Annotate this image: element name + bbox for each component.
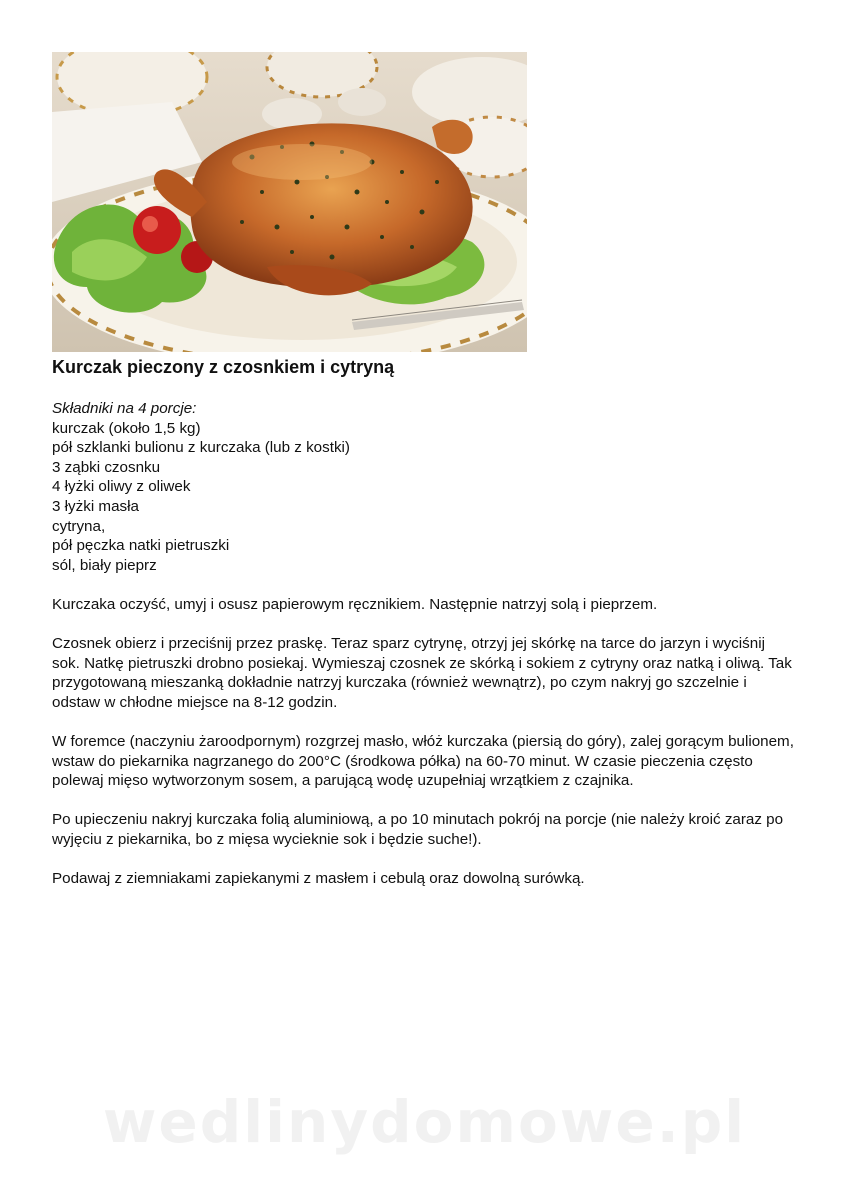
recipe-content <box>52 399 797 889</box>
watermark: wedlinydomowe.pl <box>102 1088 747 1156</box>
ingredient-item: pół szklanki bulionu z kurczaka (lub z kostki) <box>52 439 350 457</box>
ingredients-heading: Składniki na 4 porcje: <box>52 400 197 417</box>
ingredient-item: sól, biały pieprz <box>52 556 157 574</box>
step-paragraph: Podawaj z ziemniakami zapiekanymi z masłem i cebulą oraz dowolną surówką. <box>52 870 585 888</box>
ingredient-item: 4 łyżki oliwy z oliwek <box>52 478 191 496</box>
ingredient-item: 3 łyżki masła <box>52 497 139 515</box>
ingredients-list <box>52 419 797 576</box>
step-paragraph: Czosnek obierz i przeciśnij przez praskę. Teraz sparz cytrynę, otrzyj jej skórkę na tarce do jarzyn i wyciśnij sok. Natkę pietruszki drobno posiekaj. Wymieszaj czosnek ze skórką i sokiem z cytryny oraz natką i oliwą. Tak przygotowaną mieszanką dokładnie natrzyj kurczaka (również wewnątrz), po czym nakryj go szczelnie i odstaw w chłodne miejsce na 8-12 godzin. <box>52 635 792 711</box>
ingredient-item: kurczak (około 1,5 kg) <box>52 419 201 437</box>
step-paragraph: Po upieczeniu nakryj kurczaka folią aluminiową, a po 10 minutach pokrój na porcje (nie należy kroić zaraz po wyjęciu z piekarnika, bo z mięsa wycieknie sok i będzie suche!). <box>52 811 784 849</box>
recipe-title: Kurczak pieczony z czosnkiem i cytryną <box>52 357 395 377</box>
step-paragraph: W foremce (naczyniu żaroodpornym) rozgrzej masło, włóż kurczaka (piersią do góry), zalej gorącym bulionem, wstaw do piekarnika nagrzanego do 200°C (środkowa półka) na 60-70 minut. W czasie pieczenia często polewaj mięso wytworzonym sosem, a parującą wodę uzupełniaj wrzątkiem z czajnika. <box>52 733 794 790</box>
step-paragraph: Kurczaka oczyść, umyj i osusz papierowym ręcznikiem. Następnie natrzyj solą i pieprzem. <box>52 595 658 613</box>
ingredient-item: 3 ząbki czosnku <box>52 458 161 476</box>
roast-chicken-photo <box>52 52 527 352</box>
ingredient-item: pół pęczka natki pietruszki <box>52 537 230 555</box>
ingredient-item: cytryna, <box>52 517 106 535</box>
